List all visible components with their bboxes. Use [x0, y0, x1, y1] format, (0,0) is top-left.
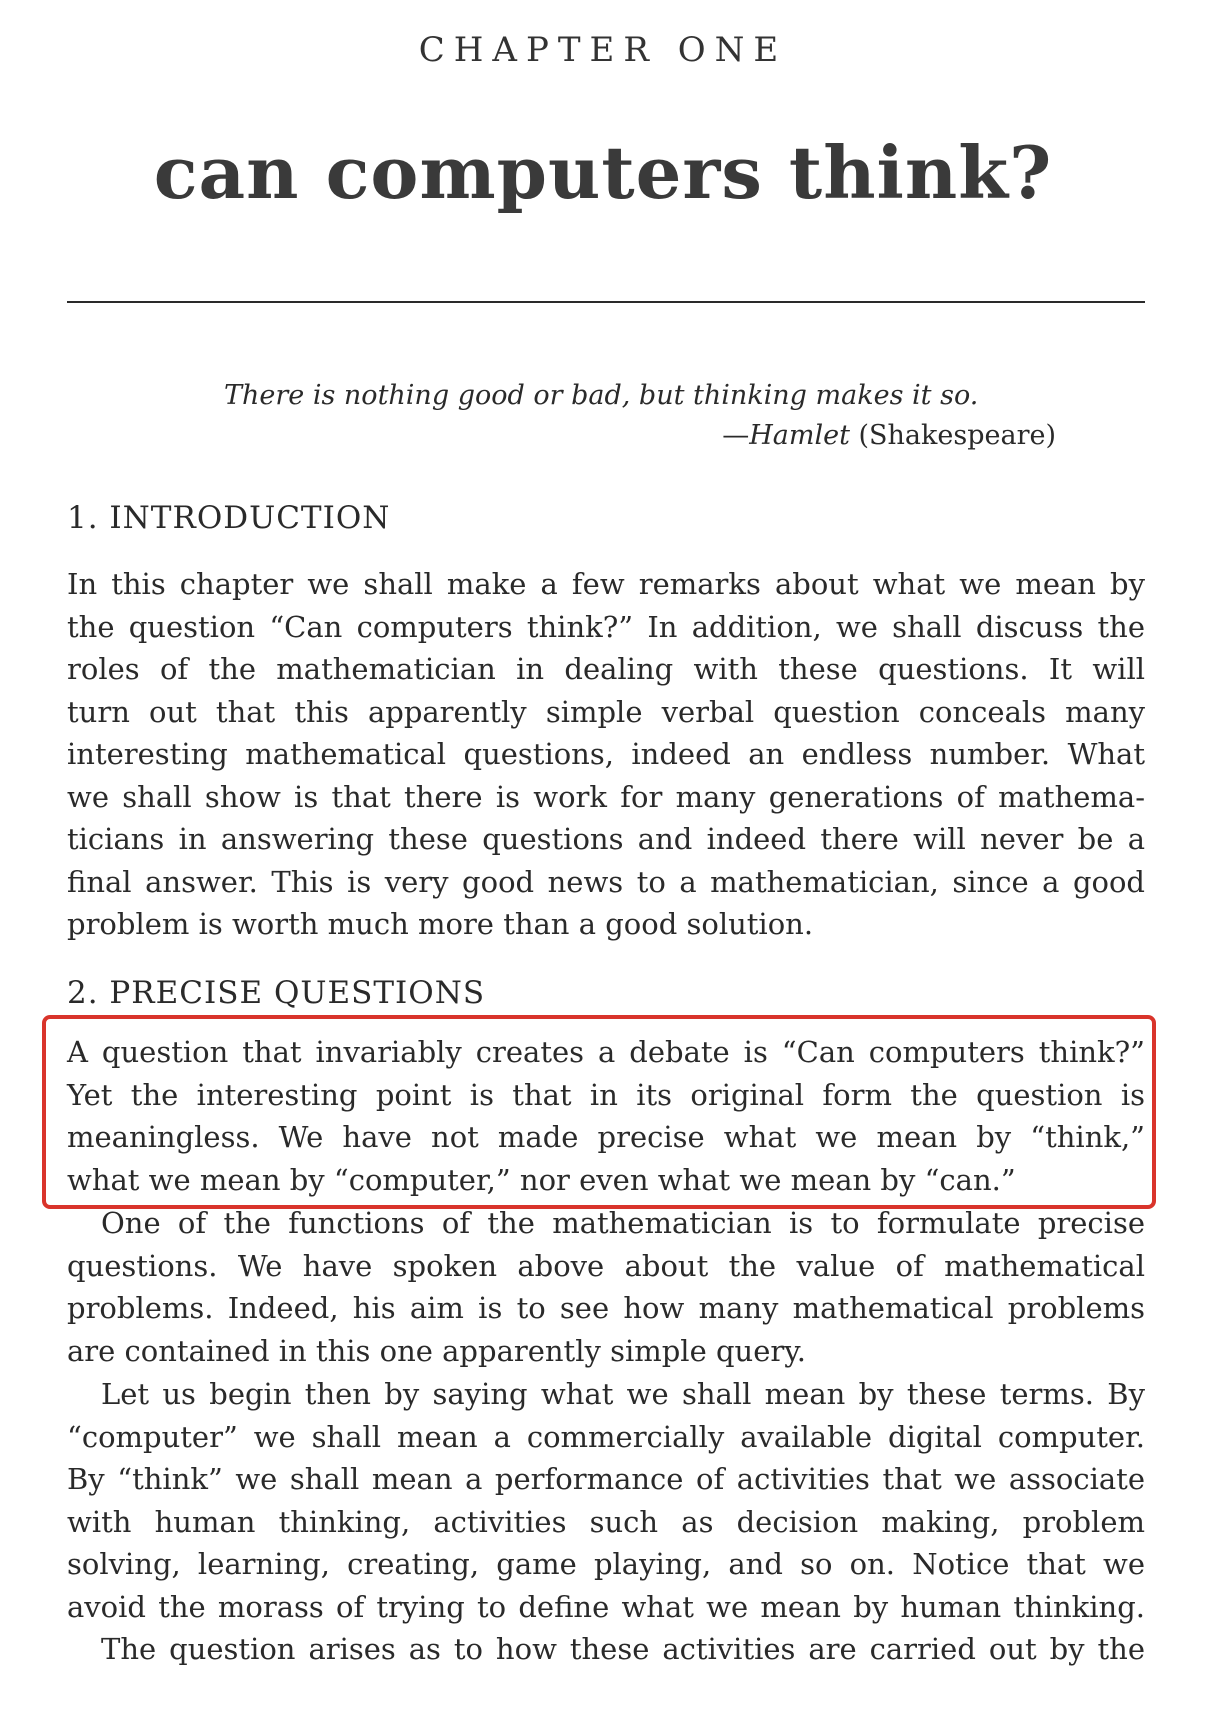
text-line: The question arises as to how these activities are carried out by the [101, 1632, 1145, 1666]
text-line: questions. We have spoken above about the value of mathematical [67, 1248, 1145, 1283]
title-divider [67, 301, 1145, 303]
attribution-work: Hamlet [749, 420, 850, 451]
epigraph-attribution [722, 420, 1056, 451]
text-line: final answer. This is very good news to a mathematician, since a good [67, 864, 1145, 899]
text-line: meaningless. We have not made precise what we mean by “think,” [67, 1120, 1145, 1154]
text-line: Yet the interesting point is that in its original form the question is [67, 1077, 1145, 1112]
text-line: problem is worth much more than a good solution. [67, 907, 814, 941]
text-line: A question that invariably creates a debate is “Can computers think?” [67, 1035, 1145, 1069]
text-line: roles of the mathematician in dealing with these questions. It will [67, 652, 1145, 686]
text-line: By “think” we shall mean a performance of activities that we associate [67, 1462, 1145, 1496]
attribution-author: (Shakespeare) [849, 420, 1056, 451]
chapter-label: CHAPTER ONE [418, 30, 788, 70]
functions-paragraph [67, 1202, 1145, 1372]
epigraph-quote: There is nothing good or bad, but thinking makes it so. [224, 380, 979, 411]
text-line: are contained in this one apparently simple query. [67, 1333, 806, 1368]
text-line: ticians in answering these questions and indeed there will never be a [67, 822, 1145, 856]
text-line: the question “Can computers think?” In addition, we shall discuss the [67, 609, 1145, 644]
text-line: One of the functions of the mathematician is to formulate precise [101, 1206, 1145, 1240]
text-line: “computer” we shall mean a commercially available digital computer. [67, 1419, 1145, 1454]
section-heading-introduction: 1. INTRODUCTION [67, 500, 391, 536]
attribution-dash: — [722, 420, 750, 451]
text-line: In this chapter we shall make a few remarks about what we mean by [67, 567, 1145, 601]
text-line: interesting mathematical questions, indeed an endless number. What [67, 737, 1145, 771]
text-line: solving, learning, creating, game playing, and so on. Notice that we [67, 1547, 1145, 1581]
text-line: what we mean by “computer,” nor even what we mean by “can.” [67, 1162, 1016, 1197]
text-line: Let us begin then by saying what we shall mean by these terms. By [101, 1377, 1145, 1411]
text-line: problems. Indeed, his aim is to see how many mathematical problems [67, 1291, 1145, 1325]
section-heading-precise-questions: 2. PRECISE QUESTIONS [67, 975, 486, 1011]
question-paragraph [67, 1628, 1145, 1671]
text-line: we shall show is that there is work for many generations of mathema- [67, 779, 1145, 814]
text-line: with human thinking, activities such as decision making, problem [67, 1504, 1145, 1539]
highlighted-paragraph [67, 1031, 1145, 1201]
definitions-paragraph [67, 1373, 1145, 1628]
text-line: turn out that this apparently simple verbal question conceals many [67, 694, 1145, 729]
chapter-title: can computers think? [153, 130, 1053, 215]
introduction-paragraph [67, 563, 1145, 946]
text-line: avoid the morass of trying to define what we mean by human thinking. [67, 1589, 1145, 1624]
